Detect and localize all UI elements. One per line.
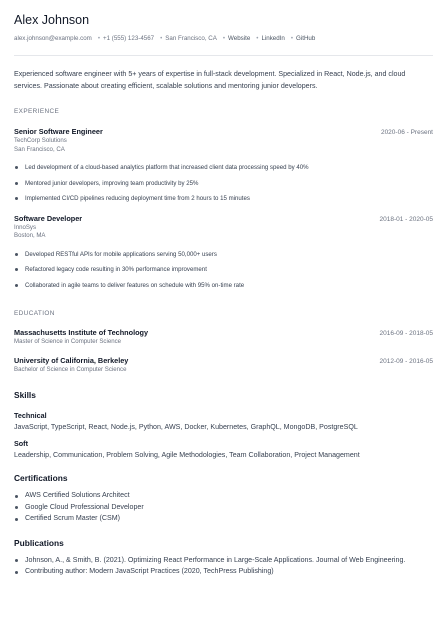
job-header [14, 127, 433, 137]
certifications-list [14, 490, 433, 525]
job-title: Software Developer [14, 213, 83, 223]
school-name: Massachusetts Institute of Technology [14, 328, 149, 338]
bullet-dot-icon [15, 559, 18, 562]
education-dates: 2016-09 - 2018-05 [379, 330, 433, 338]
job-bullet [14, 247, 433, 263]
website-link[interactable]: Website [228, 35, 251, 42]
job-company: InnoSys [14, 223, 37, 231]
job-bullet [14, 160, 433, 176]
bullet-text: Developed RESTful APIs for mobile applications serving 50,000+ users [25, 250, 217, 258]
job-entry [14, 214, 433, 294]
degree-text: Bachelor of Science in Computer Science [14, 365, 127, 373]
job-bullets [14, 160, 433, 207]
job-title: Senior Software Engineer [14, 127, 103, 137]
job-bullet [14, 262, 433, 278]
separator-dot: • [256, 35, 259, 42]
publication-item [14, 555, 433, 567]
certifications-heading: Certifications [14, 473, 68, 484]
technical-skills-label: Technical [14, 411, 47, 421]
degree-text: Master of Science in Computer Science [14, 338, 122, 346]
bullet-dot-icon [15, 182, 18, 185]
separator-dot: • [290, 35, 294, 42]
job-company: TechCorp Solutions [14, 137, 67, 145]
education-heading: EDUCATION [14, 310, 55, 318]
publication-item [14, 566, 433, 578]
job-location: San Francisco, CA [14, 145, 65, 153]
job-header [14, 214, 433, 224]
bullet-dot-icon [15, 495, 18, 498]
summary-text: Experienced software engineer with 5+ years of expertise in full-stack development. Specialized in React, Node.js, and cloud services. Passionate about creating efficient, scalable solutions and mentoring junior developers. [14, 70, 406, 91]
separator-dot: • [222, 35, 226, 42]
publication-text: Johnson, A., & Smith, B. (2021). Optimizing React Performance in Large-Scale Applications. Journal of Web Engineering. [25, 555, 406, 564]
bullet-dot-icon [15, 268, 18, 271]
certification-text: Google Cloud Professional Developer [25, 502, 144, 511]
publications-heading: Publications [14, 537, 64, 548]
education-header [14, 356, 433, 366]
bullet-dot-icon [15, 571, 18, 574]
location-text: San Francisco, CA [165, 35, 217, 42]
certification-text: Certified Scrum Master (CSM) [25, 514, 120, 523]
job-dates: 2018-01 - 2020-05 [379, 215, 433, 223]
job-bullets [14, 247, 433, 294]
technical-skills-list: JavaScript, TypeScript, React, Node.js, Python, AWS, Docker, Kubernetes, GraphQL, MongoDB, PostgreSQL [14, 423, 358, 432]
soft-skills-label: Soft [14, 439, 28, 449]
job-entry [14, 127, 433, 207]
bullet-dot-icon [15, 506, 18, 509]
job-bullet [14, 191, 433, 207]
bullet-dot-icon [15, 253, 18, 256]
job-dates: 2020-06 - Present [380, 129, 433, 137]
job-bullet [14, 278, 433, 294]
email-text: alex.johnson@example.com [14, 35, 92, 42]
github-link[interactable]: GitHub [296, 35, 316, 42]
school-name: University of California, Berkeley [14, 355, 129, 365]
publication-text: Contributing author: Modern JavaScript Practices (2020, TechPress Publishing) [25, 567, 274, 576]
bullet-dot-icon [15, 166, 18, 169]
candidate-name: Alex Johnson [14, 13, 90, 27]
bullet-dot-icon [15, 518, 18, 521]
linkedin-link[interactable]: LinkedIn [261, 35, 285, 42]
skills-heading: Skills [14, 390, 36, 401]
separator-dot: • [160, 35, 163, 42]
education-entry [14, 328, 433, 347]
bullet-text: Led development of a cloud-based analytics platform that increased client data processing speed by 40% [25, 164, 309, 172]
certification-item [14, 490, 433, 502]
bullet-dot-icon [15, 284, 18, 287]
bullet-dot-icon [15, 197, 18, 200]
bullet-text: Implemented CI/CD pipelines reducing deployment time from 2 hours to 15 minutes [25, 195, 250, 203]
separator-dot: • [97, 35, 100, 42]
contact-bar [14, 34, 433, 43]
experience-heading: EXPERIENCE [14, 108, 60, 116]
publications-list [14, 555, 433, 578]
certification-item [14, 513, 433, 525]
bullet-text: Mentored junior developers, improving team productivity by 25% [25, 179, 199, 187]
soft-skills-list: Leadership, Communication, Problem Solving, Agile Methodologies, Team Collaboration, Project Management [14, 451, 360, 460]
job-bullet [14, 176, 433, 192]
bullet-text: Collaborated in agile teams to deliver features on schedule with 95% on-time rate [25, 281, 245, 289]
certification-text: AWS Certified Solutions Architect [25, 491, 130, 500]
bullet-text: Refactored legacy code resulting in 30% performance improvement [25, 266, 207, 274]
phone-text: +1 (555) 123-4567 [103, 35, 155, 42]
education-entry [14, 356, 433, 375]
certification-item [14, 502, 433, 514]
job-location: Boston, MA [14, 232, 46, 240]
education-dates: 2012-09 - 2016-05 [379, 357, 433, 365]
education-header [14, 328, 433, 338]
header-divider [14, 55, 433, 56]
